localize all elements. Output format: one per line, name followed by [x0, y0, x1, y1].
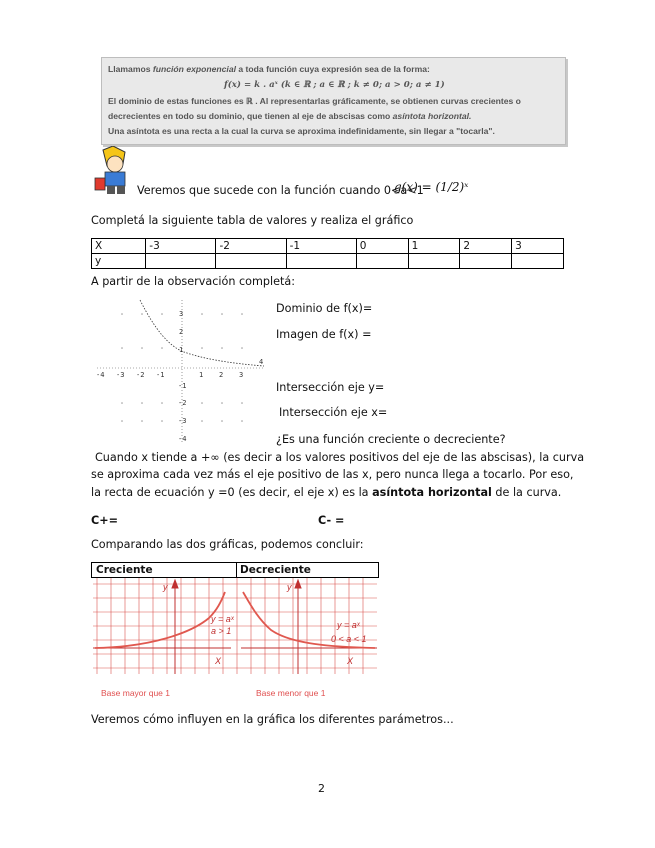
observation-prompt: A partir de la observación completá:	[91, 275, 295, 288]
comparison-graphs	[91, 578, 379, 684]
left-x-label: X	[215, 656, 222, 666]
y-value-cell[interactable]	[216, 254, 286, 269]
x-value-cell: -2	[216, 239, 286, 254]
header-divider	[236, 563, 237, 577]
y-tick-label: -2	[178, 399, 187, 407]
y-value-cell[interactable]	[286, 254, 356, 269]
definition-line-3: El dominio de estas funciones es ℝ . Al representarlas gráficamente, se obtienen curvas crecientes o	[108, 96, 521, 106]
c-minus-label: C- =	[318, 514, 345, 527]
intro-sentence: Veremos que sucede con la función cuando 0<a<1	[137, 184, 424, 197]
left-formula: y = aˣ	[211, 614, 234, 624]
left-condition: a > 1	[211, 626, 232, 636]
x-value-cell: -3	[146, 239, 216, 254]
y-value-cell[interactable]	[146, 254, 216, 269]
paragraph-line-3: la recta de ecuación y =0 (es decir, el eje x) es la asíntota horizontal de la curva.	[91, 486, 562, 499]
y-intercept-question: Intersección eje y=	[276, 381, 385, 394]
y-tick-label: -1	[178, 382, 187, 390]
x-tick-label: 4	[259, 358, 264, 366]
table-row	[92, 254, 564, 269]
page-number: 2	[318, 782, 325, 795]
x-header-cell: X	[92, 239, 146, 254]
y-tick-label: -4	[178, 435, 187, 443]
y-tick-label: 1	[179, 346, 184, 354]
x-tick-label: -4	[96, 371, 105, 379]
cartoon-boy-illustration	[93, 146, 135, 196]
x-value-cell: -1	[286, 239, 356, 254]
grid-lines	[93, 578, 377, 674]
definition-line-4: decrecientes en todo su dominio, que tienen al eje de abscisas como asíntota horizontal.	[108, 111, 472, 121]
paragraph-line-1: Cuando x tiende a +∞ (es decir a los valores positivos del eje de las abscisas), la curva	[95, 451, 585, 464]
increasing-header: Creciente	[96, 564, 153, 576]
y-value-cell[interactable]	[512, 254, 564, 269]
right-formula: y = aˣ	[337, 620, 360, 630]
table-row	[92, 239, 564, 254]
y-value-cell[interactable]	[356, 254, 408, 269]
y-tick-label: 2	[179, 328, 184, 336]
x-tick-label: 3	[239, 371, 244, 379]
exponential-decay-plot	[92, 296, 270, 446]
x-tick-label: -3	[116, 371, 125, 379]
x-tick-label: -2	[136, 371, 145, 379]
definition-formula: f(x) = k . aˣ (k ∈ ℝ ; a ∈ ℝ ; k ≠ 0; a > 0; a ≠ 1)	[224, 80, 445, 90]
y-tick-label: 3	[179, 310, 184, 318]
table-instruction: Completá la siguiente tabla de valores y realiza el gráfico	[91, 214, 414, 227]
x-intercept-question: Intersección eje x=	[279, 406, 388, 419]
definition-line-5: Una asíntota es una recta a la cual la curva se aproxima indefinidamente, sin llegar a "tocarla".	[108, 126, 495, 136]
y-value-cell[interactable]	[408, 254, 460, 269]
y-tick-label: -3	[178, 417, 187, 425]
left-caption: Base mayor que 1	[101, 688, 170, 698]
decay-curve	[140, 300, 264, 366]
compare-sentence: Comparando las dos gráficas, podemos concluir:	[91, 538, 364, 551]
increasing-curve	[95, 592, 225, 648]
left-y-label: y	[163, 582, 168, 592]
right-x-label: X	[347, 656, 354, 666]
right-caption: Base menor que 1	[256, 688, 326, 698]
decreasing-header: Decreciente	[240, 564, 311, 576]
x-value-cell: 2	[460, 239, 512, 254]
c-plus-label: C+=	[91, 514, 118, 527]
closing-sentence: Veremos cómo influyen en la gráfica los diferentes parámetros...	[91, 713, 454, 726]
x-tick-label: 1	[199, 371, 204, 379]
y-header-cell: y	[92, 254, 146, 269]
right-y-label: y	[287, 582, 292, 592]
definition-line-1: Llamamos función exponencial a toda función cuya expresión sea de la forma:	[108, 64, 430, 74]
x-value-cell: 1	[408, 239, 460, 254]
x-tick-label: -1	[156, 371, 165, 379]
x-value-cell: 3	[512, 239, 564, 254]
comparison-header	[91, 562, 379, 578]
monotonic-question: ¿Es una función creciente o decreciente?	[276, 433, 506, 446]
x-tick-label: 2	[219, 371, 224, 379]
paragraph-line-2: se aproxima cada vez más el eje positivo de las x, pero nunca llega a tocarlo. Por eso,	[91, 468, 574, 481]
domain-question: Dominio de f(x)=	[276, 302, 373, 315]
y-value-cell[interactable]	[460, 254, 512, 269]
right-condition: 0 < a < 1	[331, 634, 367, 644]
value-table	[91, 238, 564, 269]
x-value-cell: 0	[356, 239, 408, 254]
definition-box	[101, 57, 566, 145]
image-question: Imagen de f(x) =	[276, 328, 372, 341]
function-expression: g(x) = (1/2)ˣ	[394, 180, 469, 194]
